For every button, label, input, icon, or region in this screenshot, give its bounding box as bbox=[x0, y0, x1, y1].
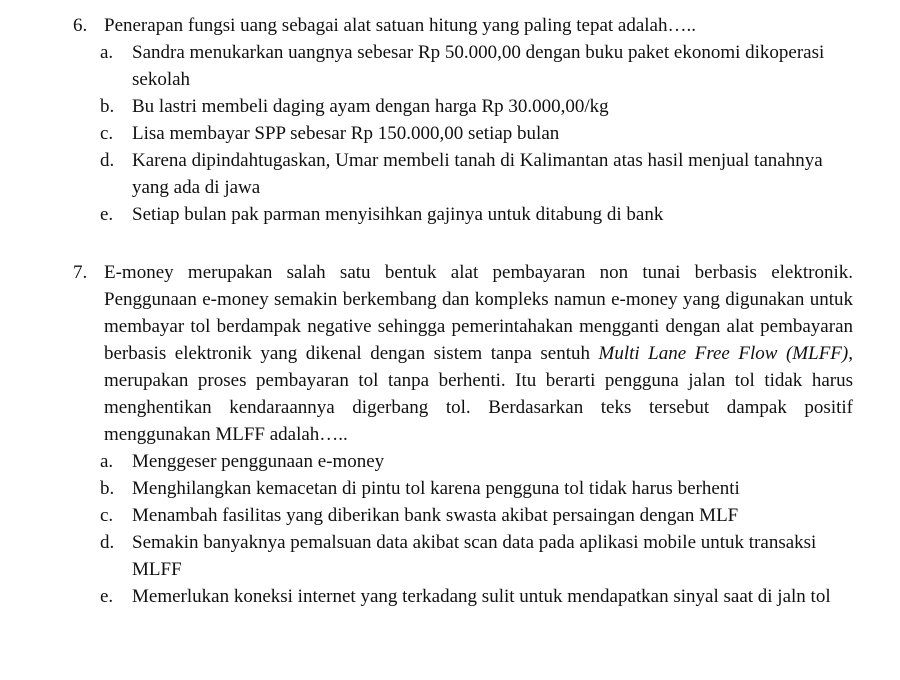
option-letter: c. bbox=[100, 505, 114, 526]
question-stem bbox=[73, 259, 853, 448]
question-text: Penerapan fungsi uang sebagai alat satuan hitung yang paling tepat adalah….. bbox=[104, 15, 696, 36]
option-text: Bu lastri membeli daging ayam dengan harga Rp 30.000,00/kg bbox=[132, 96, 609, 117]
option-letter: d. bbox=[100, 532, 115, 553]
question-text bbox=[104, 259, 853, 448]
option-letter: a. bbox=[100, 42, 114, 63]
question-number: 7. bbox=[73, 262, 88, 283]
option-a bbox=[73, 39, 853, 93]
option-c bbox=[73, 502, 853, 529]
option-letter: a. bbox=[100, 451, 114, 472]
option-text: Menggeser penggunaan e-money bbox=[132, 451, 385, 472]
option-letter: d. bbox=[100, 150, 115, 171]
option-e bbox=[73, 583, 853, 610]
option-b bbox=[73, 475, 853, 502]
option-text: Menghilangkan kemacetan di pintu tol karena pengguna tol tidak harus berhenti bbox=[132, 478, 740, 499]
stem-text-italic: Multi Lane Free Flow (MLFF), bbox=[598, 343, 853, 364]
option-text: Setiap bulan pak parman menyisihkan gajinya untuk ditabung di bank bbox=[132, 204, 664, 225]
option-text: Memerlukan koneksi internet yang terkadang sulit untuk mendapatkan sinyal saat di jaln tol bbox=[132, 586, 831, 607]
stem-text-after: merupakan proses pembayaran tol tanpa berhenti. Itu berarti pengguna jalan tol tidak harus menghentikan kendaraannya digerbang tol. Berdasarkan teks tersebut dampak positif menggunakan MLFF adalah….. bbox=[104, 370, 853, 445]
question-stem bbox=[73, 12, 853, 39]
stem-text-before: E-money merupakan salah satu bentuk alat pembayaran non tunai berbasis elektronik. Penggunaan e-money semakin berkembang dan kompleks namun e-money yang digunakan untuk membayar tol berdampak negative sehingga pemerintahakan mengganti dengan alat pembayaran berbasis elektronik yang dikenal dengan sistem tanpa sentuh bbox=[104, 262, 853, 364]
option-text: Semakin banyaknya pemalsuan data akibat scan data pada aplikasi mobile untuk transaksi MLFF bbox=[132, 532, 817, 580]
question-7 bbox=[73, 259, 853, 610]
option-c bbox=[73, 120, 853, 147]
option-letter: b. bbox=[100, 478, 115, 499]
answer-options bbox=[73, 448, 853, 610]
answer-options bbox=[73, 39, 853, 228]
option-text: Menambah fasilitas yang diberikan bank swasta akibat persaingan dengan MLF bbox=[132, 505, 739, 526]
option-a bbox=[73, 448, 853, 475]
option-e bbox=[73, 201, 853, 228]
option-letter: b. bbox=[100, 96, 115, 117]
option-text: Lisa membayar SPP sebesar Rp 150.000,00 setiap bulan bbox=[132, 123, 560, 144]
option-text: Sandra menukarkan uangnya sebesar Rp 50.000,00 dengan buku paket ekonomi dikoperasi sekolah bbox=[132, 42, 825, 90]
option-letter: e. bbox=[100, 204, 114, 225]
question-6 bbox=[73, 12, 853, 228]
option-b bbox=[73, 93, 853, 120]
option-letter: e. bbox=[100, 586, 114, 607]
option-d bbox=[73, 147, 853, 201]
question-number: 6. bbox=[73, 15, 88, 36]
option-letter: c. bbox=[100, 123, 114, 144]
option-d bbox=[73, 529, 853, 583]
option-text: Karena dipindahtugaskan, Umar membeli tanah di Kalimantan atas hasil menjual tanahnya yang ada di jawa bbox=[132, 150, 823, 198]
